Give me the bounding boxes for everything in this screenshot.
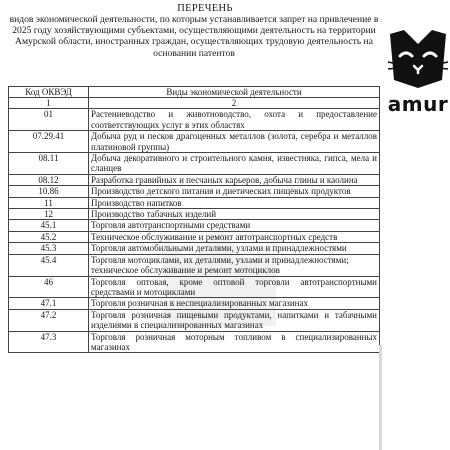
- activity-description: Производство детского питания и диетических пищевых продуктов: [89, 186, 380, 197]
- okved-code: 45.4: [9, 254, 89, 276]
- cat-face-icon: [386, 26, 450, 92]
- activity-description: Производство табачных изделий: [89, 209, 380, 220]
- column-number-2: 2: [89, 98, 380, 109]
- document-heading: видов экономической деятельности, по которым устанавливается запрет на привлечение в 2025 году хозяйствующими субъектами, осуществляющими деятельность на территории Амурской области, иностранных граждан, осуществляющих трудовую деятельность на основании патентов: [9, 14, 379, 59]
- table-row: [9, 131, 380, 153]
- okved-code: 08.12: [9, 174, 89, 185]
- table-row: [9, 220, 380, 231]
- table-row: [9, 186, 380, 197]
- activity-description: Торговля оптовая, кроме оптовой торговли автотранспортными средствами и мотоциклами: [89, 276, 380, 298]
- okved-code: 08.11: [9, 153, 89, 175]
- activity-description-part1: Торговля мотоциклами, их деталями, узлами и принадлежностями;: [91, 254, 349, 265]
- table-row: [9, 209, 380, 220]
- activity-description: Производство напитков: [89, 197, 380, 208]
- okved-code: 10.86: [9, 186, 89, 197]
- activity-description: Добыча декоративного и строительного камня, известняка, гипса, мела и сланцев: [89, 153, 380, 175]
- table-row: [9, 254, 380, 276]
- table-row: [9, 109, 380, 131]
- okved-code: 47.1: [9, 298, 89, 309]
- table-row: [9, 153, 380, 175]
- activity-description: [89, 254, 380, 276]
- okved-code: 47.2: [9, 309, 89, 331]
- scan-shadow: [379, 345, 382, 450]
- okved-code: 07.29.41: [9, 131, 89, 153]
- activity-description: Торговля розничная пищевыми продуктами, напитками и табачными изделиями в специализированных магазинах: [89, 309, 380, 331]
- activity-description-part2: техническое обслуживание и ремонт мотоциклов: [91, 265, 280, 276]
- okved-code: 45.3: [9, 243, 89, 254]
- activity-description: Растениеводство и животноводство, охота и предоставление соответствующих услуг в этих областях: [89, 109, 380, 131]
- activity-description: Разработка гравийных и песчаных карьеров, добыча глины и каолина: [89, 174, 380, 185]
- header-code: Код ОКВЭД: [9, 87, 89, 98]
- table-header-row: [9, 87, 380, 98]
- amur-logo: [386, 26, 450, 122]
- table-row: [9, 276, 380, 298]
- okved-code: 45.2: [9, 231, 89, 242]
- table-row: [9, 231, 380, 242]
- activity-description: Торговля автотранспортными средствами: [89, 220, 380, 231]
- okved-code: 12: [9, 209, 89, 220]
- activity-description: Торговля розничная моторным топливом в специализированных магазинах: [89, 331, 380, 353]
- okved-code: 46: [9, 276, 89, 298]
- okved-code: 45.1: [9, 220, 89, 231]
- table-row: [9, 298, 380, 309]
- okved-table: [8, 86, 380, 353]
- activity-description: Добыча руд и песков драгоценных металлов (золота, серебра и металлов платиновой группы): [89, 131, 380, 153]
- document-title: ПЕРЕЧЕНЬ: [177, 3, 233, 14]
- activity-description: Торговля автомобильными деталями, узлами и принадлежностями: [89, 243, 380, 254]
- table-row: [9, 174, 380, 185]
- okved-code: 01: [9, 109, 89, 131]
- table-row: [9, 243, 380, 254]
- column-number-1: 1: [9, 98, 89, 109]
- activity-description: Техническое обслуживание и ремонт автотранспортных средств: [89, 231, 380, 242]
- column-number-row: [9, 98, 380, 109]
- table-row: [9, 197, 380, 208]
- table-row: [9, 309, 380, 331]
- activity-description: Торговля розничная в неспециализированных магазинах: [89, 298, 380, 309]
- logo-text: amur: [387, 92, 449, 116]
- table-row: [9, 331, 380, 353]
- okved-code: 47.3: [9, 331, 89, 353]
- header-activity: Виды экономической деятельности: [89, 87, 380, 98]
- okved-code: 11: [9, 197, 89, 208]
